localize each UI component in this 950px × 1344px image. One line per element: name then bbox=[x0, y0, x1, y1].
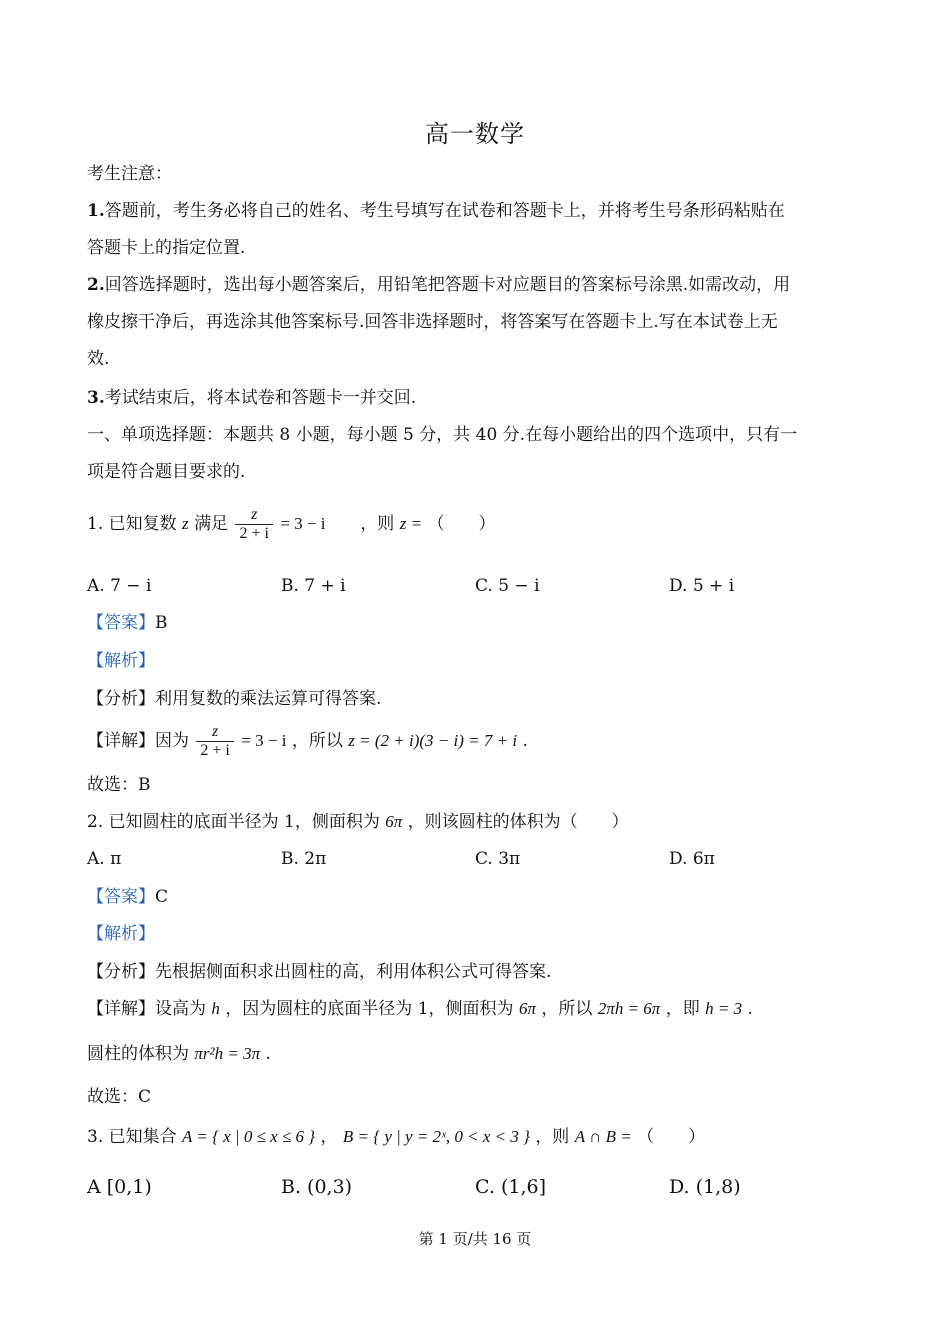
q1-choose bbox=[87, 774, 151, 796]
notice-item-2-line-1 bbox=[87, 274, 790, 296]
q1-var-z: z bbox=[182, 514, 189, 533]
q1-frac-denominator: 2 + i bbox=[239, 525, 269, 542]
detail-label: 【详解】 bbox=[87, 999, 155, 1019]
q2-detail-h: h bbox=[211, 999, 220, 1018]
notice-heading: 考生注意： bbox=[87, 164, 172, 184]
q1-stem-then: ，则 bbox=[360, 514, 395, 534]
q1-ask: z = bbox=[399, 514, 423, 533]
page-title: 高一数学 bbox=[425, 120, 525, 148]
notice-item-1-line-1 bbox=[87, 200, 785, 222]
q1-stem-prefix: 1. 已知复数 bbox=[87, 514, 177, 534]
answer-label: 【答案】 bbox=[87, 887, 155, 907]
q2-volume-prefix: 圆柱的体积为 bbox=[87, 1044, 189, 1064]
q3-set-a: A = { x | 0 ≤ x ≤ 6 } bbox=[182, 1127, 316, 1146]
page-footer: 第 1 页/共 16 页 bbox=[418, 1230, 532, 1248]
q1-analysis-label: 【解析】 bbox=[87, 651, 155, 671]
fenxi-label: 【分析】 bbox=[87, 689, 155, 709]
section-heading-line-2: 项是符合题目要求的. bbox=[87, 462, 246, 482]
q1-fenxi-text: 利用复数的乘法运算可得答案. bbox=[155, 689, 382, 709]
q1-option-b: B. 7 + i bbox=[281, 576, 346, 596]
notice-item-1-line-2: 答题卡上的指定位置. bbox=[87, 238, 246, 258]
notice-item-1-text: 答题前，考生务必将自己的姓名、考生号填写在试卷和答题卡上，并将考生号条形码粘贴在 bbox=[104, 201, 785, 221]
q1-fraction bbox=[235, 506, 272, 543]
choose-label: 故选： bbox=[87, 775, 138, 795]
q3-paren: （ ） bbox=[637, 1127, 706, 1147]
q1-detail-frac-denominator: 2 + i bbox=[200, 742, 230, 759]
q2-detail bbox=[87, 998, 753, 1020]
q1-choose-value: B bbox=[138, 775, 151, 795]
notice-item-1-number: 1. bbox=[87, 201, 105, 221]
q2-analysis-label: 【解析】 bbox=[87, 924, 155, 944]
q2-option-a: A. π bbox=[87, 849, 122, 869]
q3-stem-prefix: 3. 已知集合 bbox=[87, 1127, 177, 1147]
q2-answer bbox=[87, 886, 168, 908]
q2-detail-a: 设高为 bbox=[155, 999, 206, 1019]
notice-item-2-text: 回答选择题时，选出每小题答案后，用铅笔把答题卡对应题目的答案标号涂黑.如需改动，用 bbox=[104, 275, 791, 295]
q1-rhs: = 3 − i bbox=[280, 514, 326, 533]
notice-item-3-text: 考试结束后，将本试卷和答题卡一并交回. bbox=[104, 388, 417, 408]
q2-fenxi bbox=[87, 961, 551, 983]
q1-fenxi bbox=[87, 688, 381, 710]
notice-item-2-line-2: 橡皮擦干净后，再选涂其他答案标号.回答非选择题时，将答案写在答题卡上.写在本试卷上无 bbox=[87, 312, 778, 332]
q2-detail-c: 6π bbox=[518, 999, 536, 1018]
q2-stem-prefix: 2. 已知圆柱的底面半径为 1，侧面积为 bbox=[87, 812, 380, 832]
q1-detail bbox=[87, 720, 528, 762]
notice-item-2-number: 2. bbox=[87, 275, 105, 295]
q1-answer-value: B bbox=[155, 613, 168, 633]
q1-detail-frac-numerator: z bbox=[196, 723, 233, 742]
q3-then: ，则 bbox=[535, 1127, 570, 1147]
q3-option-d: D. (1,8) bbox=[669, 1176, 741, 1198]
question-1-stem bbox=[87, 506, 495, 543]
q2-option-b: B. 2π bbox=[281, 849, 327, 869]
q1-option-d: D. 5 + i bbox=[669, 576, 735, 596]
q1-answer bbox=[87, 612, 168, 634]
q3-comma: ， bbox=[320, 1127, 338, 1147]
q1-option-c: C. 5 − i bbox=[475, 576, 540, 596]
fenxi-label: 【分析】 bbox=[87, 962, 155, 982]
q3-option-c: C. (1,6] bbox=[475, 1176, 546, 1198]
question-2-stem bbox=[87, 811, 629, 833]
answer-label: 【答案】 bbox=[87, 613, 155, 633]
choose-label: 故选： bbox=[87, 1087, 138, 1107]
q2-fenxi-text: 先根据侧面积求出圆柱的高，利用体积公式可得答案. bbox=[155, 962, 552, 982]
q2-detail-f: ，即 bbox=[665, 999, 700, 1019]
q1-paren: （ ） bbox=[427, 514, 496, 534]
section-heading-line-1: 一、单项选择题：本题共 8 小题，每小题 5 分，共 40 分.在每小题给出的四个选项中，只有一 bbox=[87, 425, 798, 445]
q1-frac-numerator: z bbox=[235, 506, 272, 525]
q2-detail-end: . bbox=[747, 999, 753, 1019]
q2-choose-value: C bbox=[138, 1087, 152, 1107]
q2-detail-d: ，所以 bbox=[541, 999, 593, 1019]
q2-answer-value: C bbox=[155, 887, 169, 907]
question-3-stem bbox=[87, 1126, 705, 1148]
q2-volume-expr: πr²h = 3π bbox=[194, 1044, 261, 1063]
q2-detail-e: 2πh = 6π bbox=[597, 999, 661, 1018]
q2-choose bbox=[87, 1086, 151, 1108]
q1-detail-rhs: = 3 − i bbox=[241, 731, 287, 750]
q3-ask: A ∩ B = bbox=[574, 1127, 632, 1146]
q1-detail-end: . bbox=[522, 731, 528, 751]
q2-volume-end: . bbox=[265, 1044, 271, 1064]
q2-option-c: C. 3π bbox=[475, 849, 521, 869]
q1-stem-mid: 满足 bbox=[194, 514, 229, 534]
q2-volume bbox=[87, 1043, 271, 1065]
q3-option-b: B. (0,3) bbox=[281, 1176, 353, 1198]
q1-detail-mid: ，所以 bbox=[291, 731, 343, 751]
q2-option-d: D. 6π bbox=[669, 849, 715, 869]
notice-item-3 bbox=[87, 387, 416, 409]
q1-detail-expr: z = (2 + i)(3 − i) = 7 + i bbox=[348, 731, 518, 750]
q2-detail-b: ，因为圆柱的底面半径为 1，侧面积为 bbox=[225, 999, 514, 1019]
q1-detail-prefix: 因为 bbox=[155, 731, 189, 751]
notice-item-3-number: 3. bbox=[87, 388, 105, 408]
q2-stem-suffix: ，则该圆柱的体积为（ ） bbox=[407, 812, 629, 832]
notice-item-2-line-3: 效. bbox=[87, 349, 110, 369]
detail-label: 【详解】 bbox=[87, 731, 155, 751]
q2-area: 6π bbox=[385, 812, 403, 831]
q3-set-b: B = { y | y = 2ˣ, 0 < x < 3 } bbox=[342, 1127, 530, 1146]
q2-detail-g: h = 3 bbox=[705, 999, 743, 1018]
q3-option-a: A [0,1) bbox=[87, 1176, 152, 1198]
q1-option-a: A. 7 − i bbox=[87, 576, 152, 596]
q1-detail-fraction bbox=[196, 723, 233, 760]
